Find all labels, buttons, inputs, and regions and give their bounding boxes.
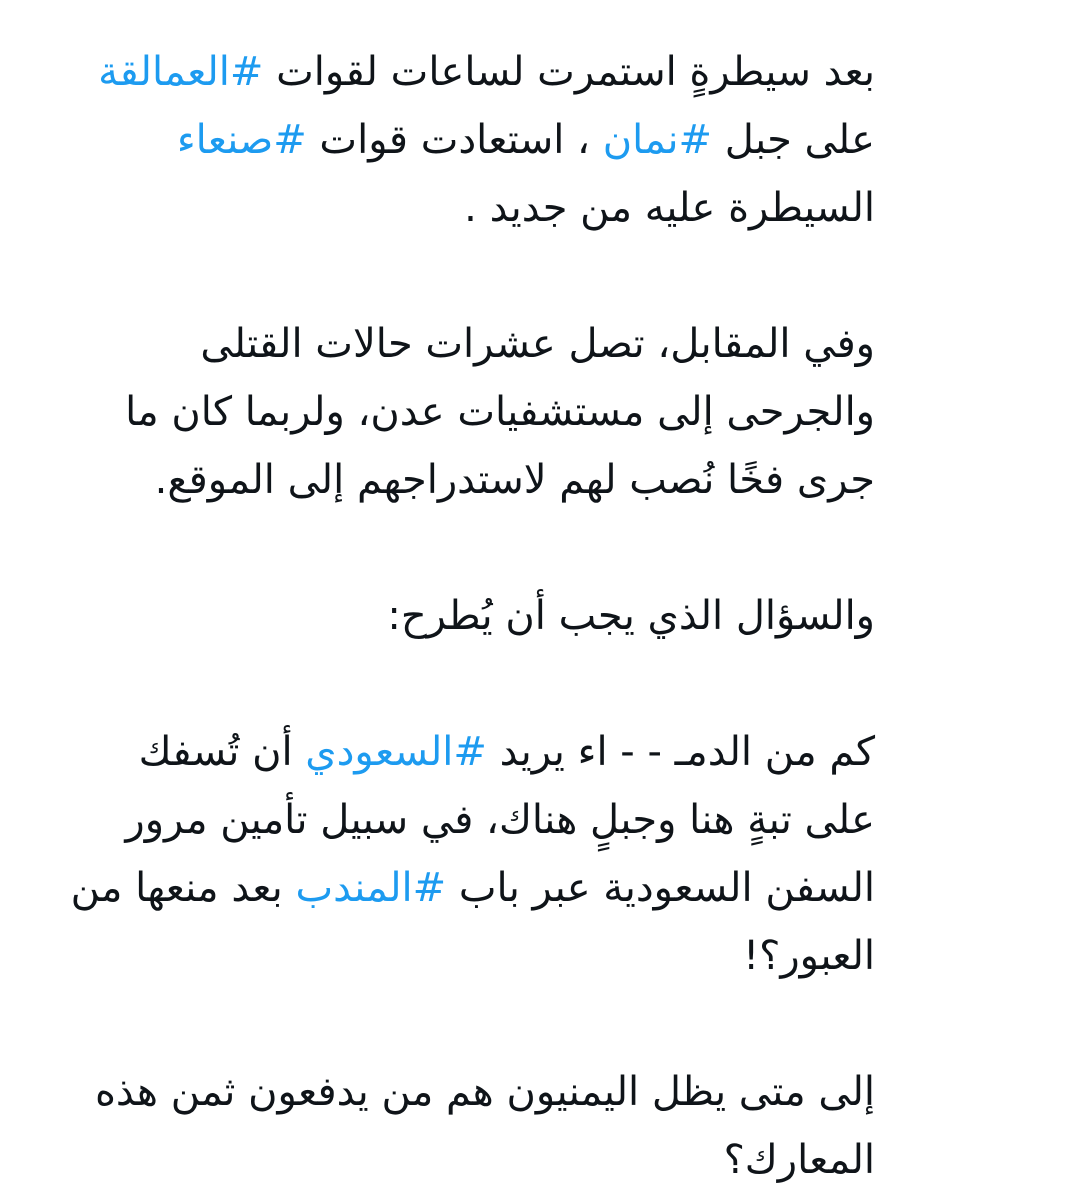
line — [40, 718, 875, 786]
hashtag-link-naman[interactable]: #نمان — [602, 117, 713, 163]
text-segment: السفن السعودية عبر باب — [446, 865, 875, 911]
hashtag-link-amaliqa[interactable]: #العمالقة — [98, 49, 264, 95]
line: جرى فخًا نُصب لهم لاستدراجهم إلى الموقع. — [154, 457, 875, 503]
text-segment: على جبل — [712, 117, 875, 163]
text-segment: بعد سيطرةٍ استمرت لساعات لقوات — [263, 49, 875, 95]
text-segment: ، استعادت قوات — [306, 117, 603, 163]
paragraph-2 — [40, 310, 875, 514]
line: السيطرة عليه من جديد . — [464, 185, 875, 231]
hashtag-link-saudi[interactable]: #السعودي — [305, 729, 487, 775]
line: وفي المقابل، تصل عشرات حالات القتلى — [200, 321, 875, 367]
line — [40, 854, 875, 922]
line: العبور؟! — [743, 933, 875, 979]
line: على تبةٍ هنا وجبلٍ هناك، في سبيل تأمين مرور — [125, 797, 875, 843]
paragraph-3 — [40, 582, 875, 650]
text-segment: بعد منعها من — [70, 865, 296, 911]
paragraph-5 — [40, 1058, 875, 1194]
text-segment: أن تُسفك — [138, 729, 306, 775]
line: والسؤال الذي يجب أن يُطرح: — [387, 593, 875, 639]
line — [40, 106, 875, 174]
paragraph-4 — [40, 718, 875, 990]
text-segment: كم من الدمـ - - اء يريد — [486, 729, 875, 775]
tweet-text — [40, 38, 875, 1194]
line: إلى متى يظل اليمنيون هم من يدفعون ثمن هذه — [94, 1069, 875, 1115]
line: المعارك؟ — [723, 1137, 875, 1183]
line: والجرحى إلى مستشفيات عدن، ولربما كان ما — [125, 389, 875, 435]
line — [40, 38, 875, 106]
hashtag-link-sanaa[interactable]: #صنعاء — [176, 117, 307, 163]
paragraph-1 — [40, 38, 875, 242]
hashtag-link-mandab[interactable]: #المندب — [295, 865, 447, 911]
